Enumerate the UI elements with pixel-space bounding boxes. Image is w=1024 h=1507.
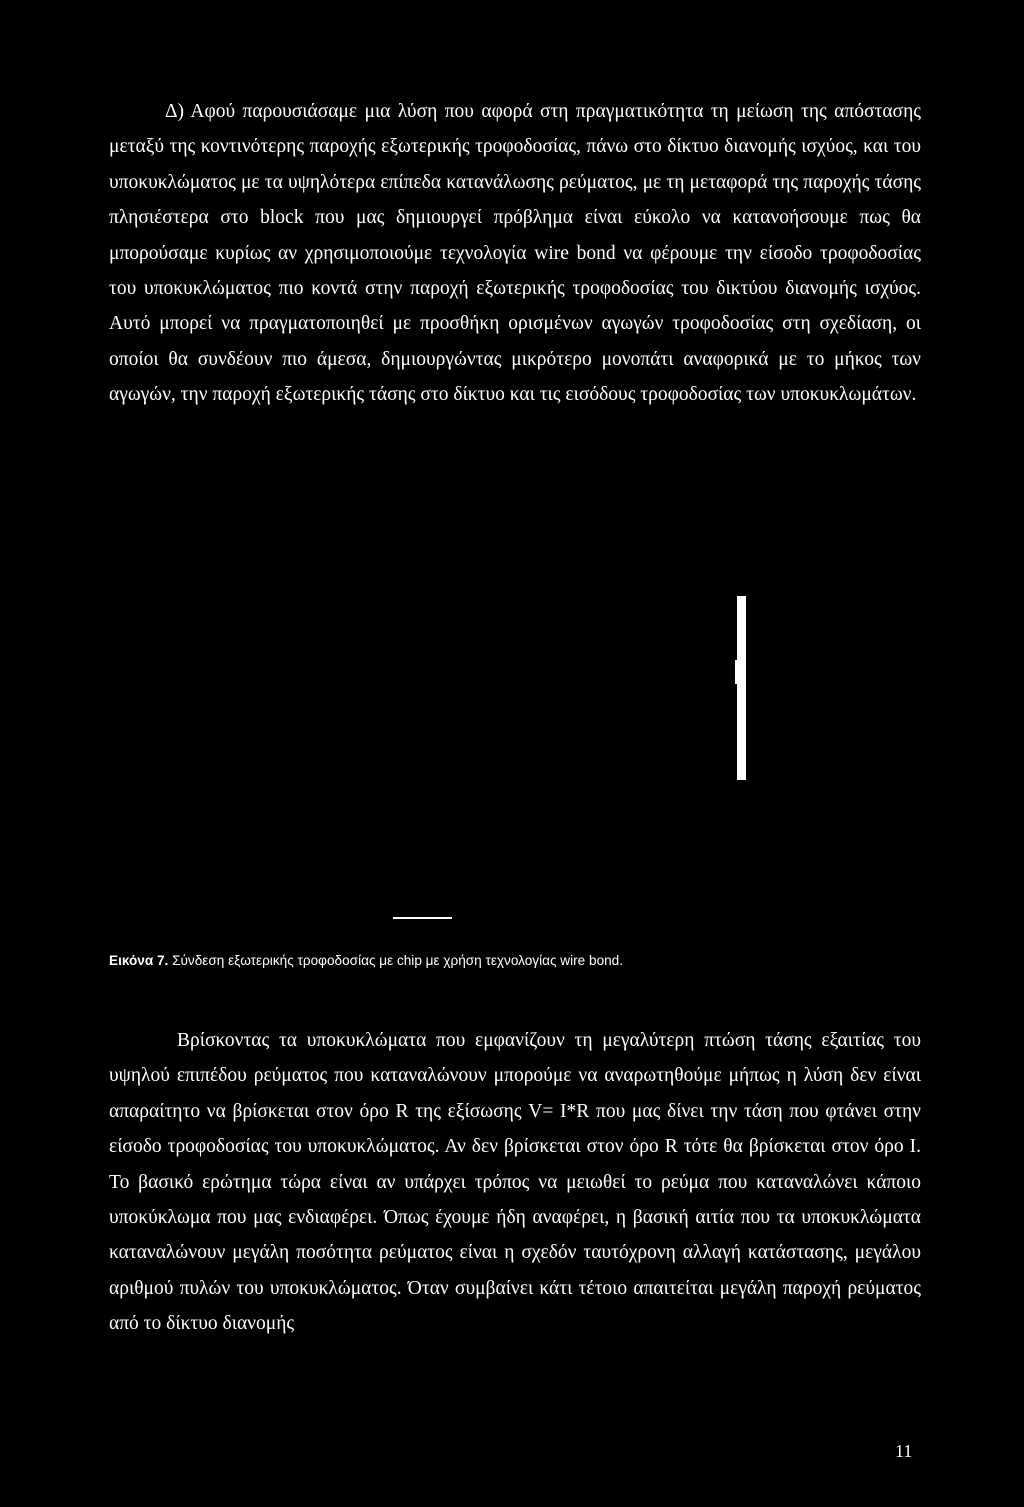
bond-wire-vertical	[737, 596, 746, 780]
body-paragraph-1: Δ) Αφού παρουσιάσαμε μια λύση που αφορά στη πραγματικότητα τη μείωση της απόστασης μεταξύ της κοντινότερης παροχής εξωτερικής τροφοδοσίας, πάνω στο δίκτυο διανομής ισχύος, και του υποκυκλώματος με τα υψηλότερα επίπεδα κατανάλωσης ρεύματος, με τη μεταφορά της παροχής τάσης πλησιέστερα στο block που μας δημιουργεί πρόβλημα είναι εύκολο να κατανοήσουμε πως θα μπορούσαμε κυρίως αν χρησιμοποιούμε τεχνολογία wire bond να φέρουμε την είσοδο τροφοδοσίας του υποκυκλώματος πιο κοντά στην παροχή εξωτερικής τροφοδοσίας του δικτύου διανομής ισχύος. Αυτό μπορεί να πραγματοποιηθεί με προσθήκη ορισμένων αγωγών τροφοδοσίας στη σχεδίαση, οι οποίοι θα συνδέουν πιο άμεσα, δημιουργώντας μικρότερο μονοπάτι αναφορικά με το μήκος των αγωγών, την παροχή εξωτερικής τάσης στο δίκτυο και τις εισόδους τροφοδοσίας των υποκυκλωμάτων.	[109, 101, 921, 406]
figure-caption-text: Σύνδεση εξωτερικής τροφοδοσίας με chip με χρήση τεχνολογίας wire bond.	[172, 953, 624, 968]
scale-bar	[393, 917, 452, 919]
body-paragraph-2: Βρίσκοντας τα υποκυκλώματα που εμφανίζουν τη μεγαλύτερη πτώση τάσης εξαιτίας του υψηλού επιπέδου ρεύματος που καταναλώνουν μπορούμε να αναρωτηθούμε μήπως η λύση δεν είναι απαραίτητο να βρίσκεται στον όρο R της εξίσωσης V= I*R που μας δίνει την τάση που φτάνει στην είσοδο τροφοδοσίας του υποκυκλώματος. Αν δεν βρίσκεται στον όρο R τότε θα βρίσκεται στον όρο I. Το βασικό ερώτημα τώρα είναι αν υπάρχει τρόπος να μειωθεί το ρεύμα που καταναλώνει κάποιο υποκύκλωμα που μας ενδιαφέρει. Όπως έχουμε ήδη αναφέρει, η βασική αιτία που τα υποκυκλώματα καταναλώνουν μεγάλη ποσότητα ρεύματος είναι η σχεδόν ταυτόχρονη αλλαγή κατάστασης, μεγάλου αριθμού πυλών του υποκυκλώματος. Όταν συμβαίνει κάτι τέτοιο απαιτείται μεγάλη παροχή ρεύματος από το δίκτυο διανομής	[109, 1030, 921, 1335]
bond-wire-branch	[735, 660, 737, 684]
figure-caption	[109, 952, 623, 970]
figure-caption-label: Εικόνα 7.	[109, 953, 169, 968]
page-number: 11	[895, 1441, 913, 1461]
